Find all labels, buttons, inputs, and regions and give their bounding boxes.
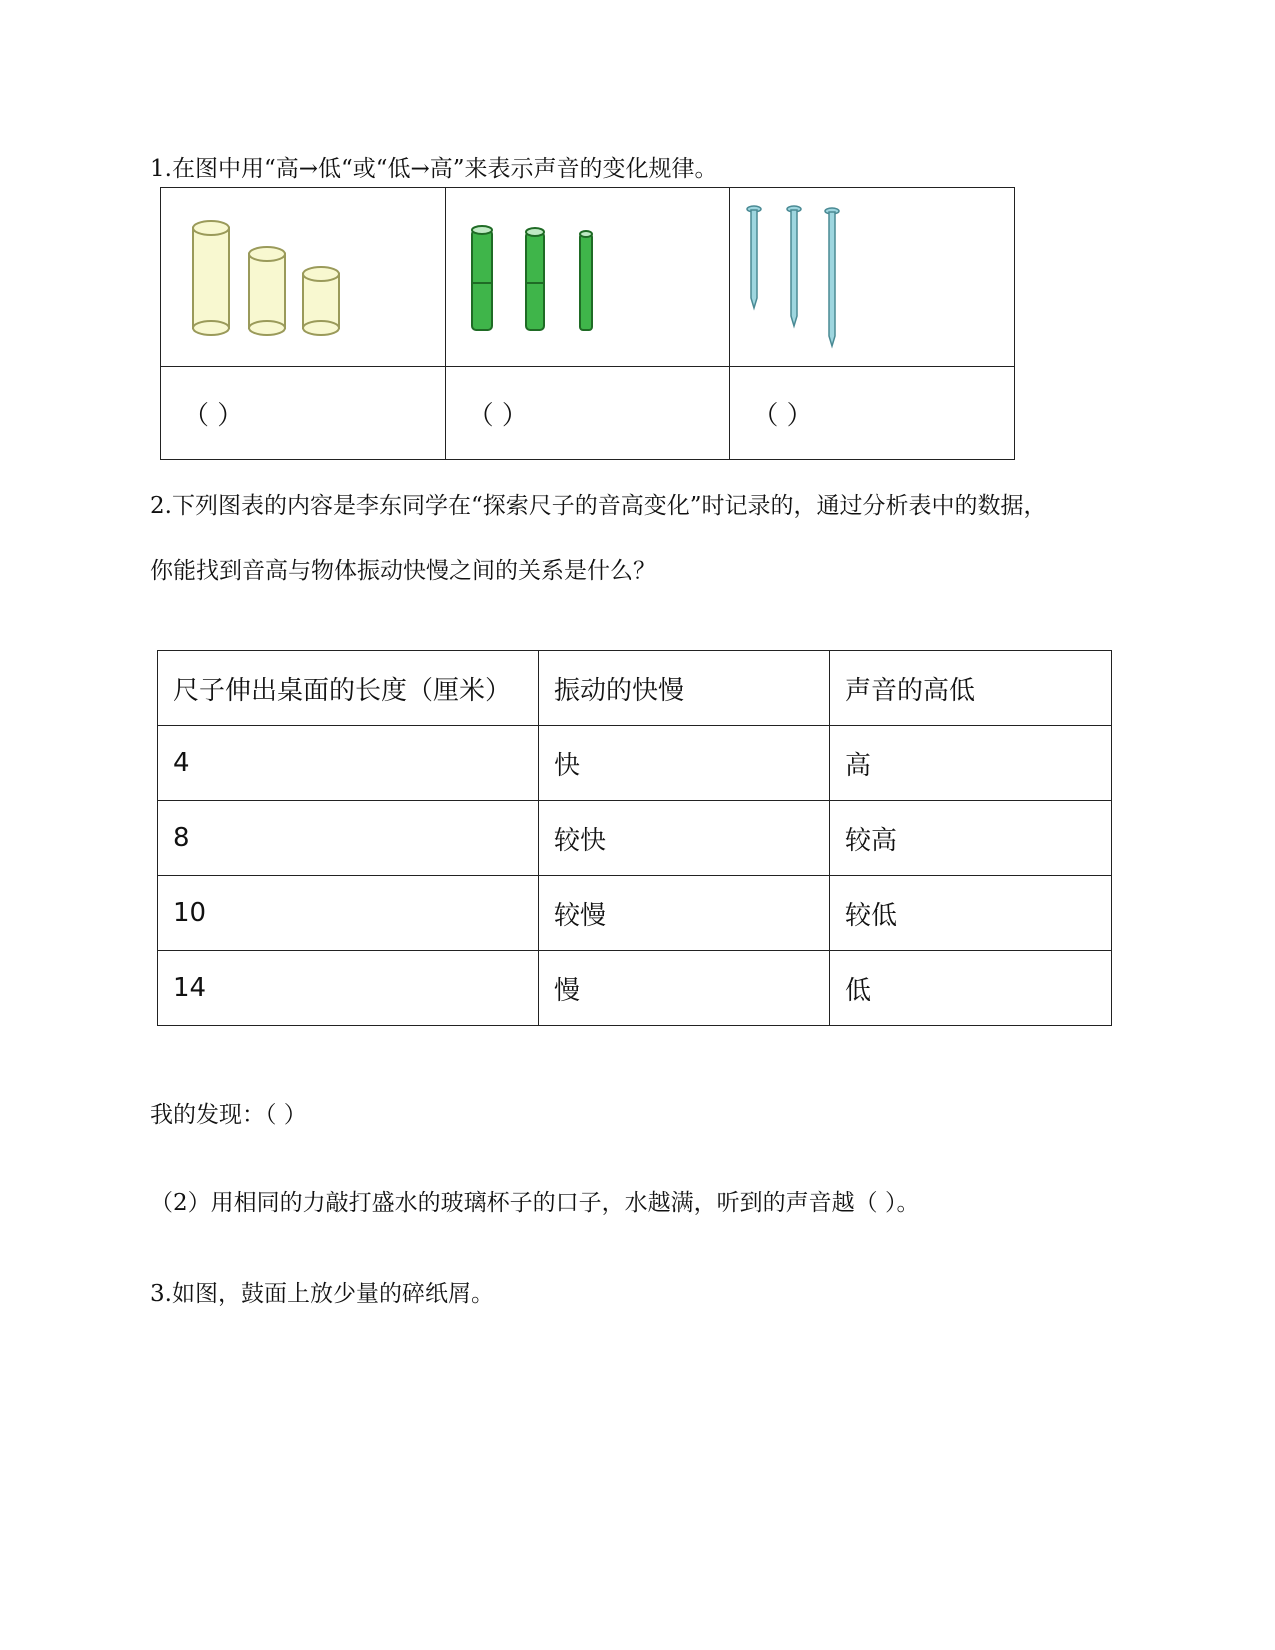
table-header: 振动的快慢 [539, 651, 830, 726]
table-cell: 较高 [830, 801, 1112, 876]
table-cell: 较低 [830, 876, 1112, 951]
table-row [158, 951, 1112, 1026]
table-cell: 较快 [539, 801, 830, 876]
question-3-text: 3.如图，鼓面上放少量的碎纸屑。 [150, 1281, 494, 1307]
bamboo-tubes-icon [446, 188, 730, 366]
picture-cell-nails [730, 188, 1015, 367]
picture-cell-bamboo [445, 188, 730, 367]
table-cell: 高 [830, 726, 1112, 801]
nails-icon [730, 188, 1014, 366]
table-cell: 快 [539, 726, 830, 801]
table-row [158, 801, 1112, 876]
table-cell: 10 [158, 876, 539, 951]
picture-cell-cylinders [161, 188, 446, 367]
table-cell: 较慢 [539, 876, 830, 951]
table-row [158, 726, 1112, 801]
question-1-text: 1.在图中用“高→低“或“低→高”来表示声音的变化规律。 [150, 156, 718, 182]
table-header-row [158, 651, 1112, 726]
table-cell: 慢 [539, 951, 830, 1026]
ruler-pitch-table [157, 650, 1112, 1026]
table-cell: 低 [830, 951, 1112, 1026]
table-header: 声音的高低 [830, 651, 1112, 726]
question-2-text-line-1: 2.下列图表的内容是李东同学在“探索尺子的音高变化”时记录的，通过分析表中的数据， [150, 493, 1047, 519]
table-header: 尺子伸出桌面的长度（厘米） [158, 651, 539, 726]
answer-blank-3[interactable]: （ ） [730, 367, 1015, 460]
cylinders-icon [161, 188, 445, 366]
table-row [158, 876, 1112, 951]
answer-blank-1[interactable]: （ ） [161, 367, 446, 460]
question-2-text-line-2: 你能找到音高与物体振动快慢之间的关系是什么？ [150, 558, 656, 584]
answer-blank-2[interactable]: （ ） [445, 367, 730, 460]
question-1-picture-table [160, 187, 1015, 460]
question-2-part-2-text[interactable]: （2）用相同的力敲打盛水的玻璃杯子的口子，水越满，听到的声音越（ ）。 [150, 1190, 920, 1216]
table-cell: 14 [158, 951, 539, 1026]
table-cell: 4 [158, 726, 539, 801]
my-finding-blank[interactable]: 我的发现：（ ） [150, 1102, 307, 1128]
table-cell: 8 [158, 801, 539, 876]
